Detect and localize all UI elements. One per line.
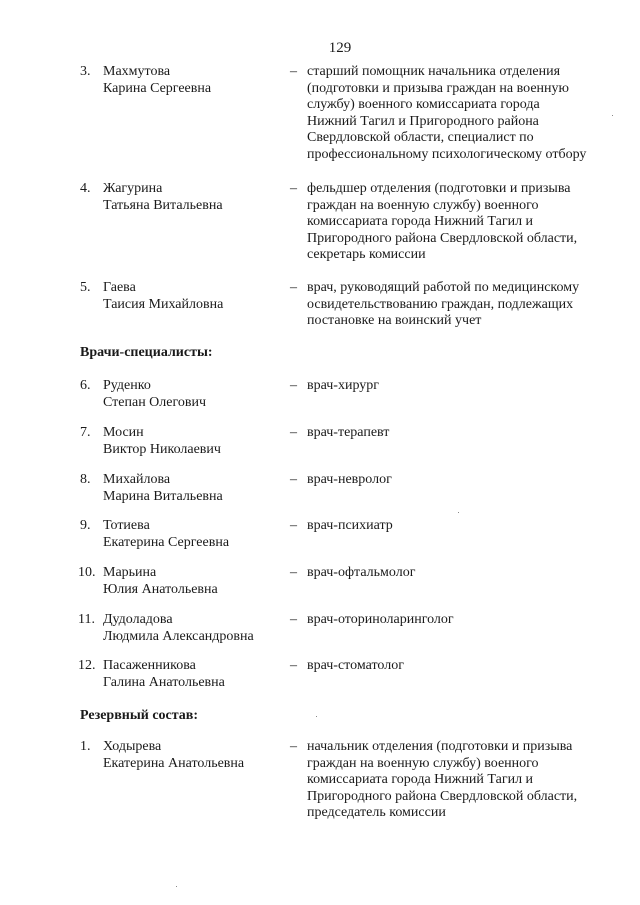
role-line: врач-оториноларинголог (307, 612, 454, 627)
role-line: профессиональному психологическому отбору (307, 146, 587, 162)
surname: Тотиева (103, 518, 150, 533)
surname: Гаева (103, 280, 136, 295)
role-line: граждан на военную службу) военного (307, 755, 539, 771)
dash: – (290, 425, 297, 440)
role-line: фельдшер отделения (подготовки и призыва (307, 181, 571, 196)
role-line: старший помощник начальника отделения (307, 64, 561, 79)
role-line: врач-психиатр (307, 518, 393, 533)
given-names: Людмила Александровна (103, 628, 254, 644)
surname: Ходырева (103, 739, 162, 754)
dash: – (290, 378, 297, 393)
member-role (307, 565, 622, 582)
section-heading-reserve: Резервный состав: (80, 708, 199, 723)
entry-number: 5. (80, 280, 91, 295)
member-name (103, 565, 218, 598)
role-line: секретарь комиссии (307, 247, 426, 262)
role-line: комиссариата города Нижний Тагил и (307, 214, 534, 229)
role-line: Пригородного района Свердловской области, (307, 230, 578, 246)
entry-number: 8. (80, 472, 91, 487)
role-line: Свердловской области, специалист по (307, 130, 534, 145)
role-line: (подготовки и призыва граждан на военную (307, 80, 569, 96)
member-role (307, 64, 622, 163)
entry-number: 9. (80, 518, 91, 533)
given-names: Марина Витальевна (103, 488, 223, 504)
entry-number: 6. (80, 378, 91, 393)
given-names: Степан Олегович (103, 394, 207, 410)
member-role (307, 518, 622, 535)
dash: – (290, 612, 297, 627)
member-name (103, 739, 244, 772)
role-line: врач-хирург (307, 378, 380, 393)
role-line: начальник отделения (подготовки и призыва (307, 739, 573, 754)
role-line: граждан на военную службу) военного (307, 197, 539, 213)
surname: Мосин (103, 425, 144, 440)
dash: – (290, 658, 297, 673)
entry-number: 11. (78, 612, 95, 627)
scan-speck (176, 886, 177, 887)
role-line: председатель комиссии (307, 805, 446, 820)
role-line: врач-терапевт (307, 425, 390, 440)
role-line: Пригородного района Свердловской области, (307, 788, 578, 804)
surname: Дудоладова (103, 612, 173, 627)
role-line: врач-офтальмолог (307, 565, 416, 580)
role-line: освидетельствованию граждан, подлежащих (307, 296, 574, 312)
surname: Жагурина (103, 181, 163, 196)
given-names: Карина Сергеевна (103, 80, 212, 96)
scan-speck (612, 115, 613, 116)
role-line: службу) военного комиссариата города (307, 97, 540, 112)
given-names: Виктор Николаевич (103, 441, 221, 457)
member-role (307, 425, 622, 442)
dash: – (290, 565, 297, 580)
member-role (307, 612, 622, 629)
member-name (103, 518, 229, 551)
member-name (103, 425, 221, 458)
surname: Руденко (103, 378, 151, 393)
member-name (103, 378, 206, 411)
given-names: Юлия Анатольевна (103, 581, 218, 597)
role-line: Нижний Тагил и Пригородного района (307, 113, 539, 129)
member-name (103, 472, 223, 505)
role-line: врач-невролог (307, 472, 392, 487)
given-names: Екатерина Анатольевна (103, 755, 245, 771)
entry-number: 1. (80, 739, 91, 754)
member-role (307, 658, 622, 675)
given-names: Галина Анатольевна (103, 674, 225, 690)
surname: Марьина (103, 565, 157, 580)
dash: – (290, 280, 297, 295)
role-line: врач-стоматолог (307, 658, 404, 673)
member-role (307, 280, 622, 330)
surname: Махмутова (103, 64, 171, 79)
section-heading-specialists: Врачи-специалисты: (80, 345, 213, 360)
entry-number: 3. (80, 64, 91, 79)
member-name (103, 64, 211, 97)
member-role (307, 378, 622, 395)
entry-number: 10. (78, 565, 96, 580)
scan-speck (316, 716, 317, 717)
member-role (307, 181, 622, 264)
page-number: 129 (328, 40, 352, 56)
dash: – (290, 472, 297, 487)
member-name (103, 612, 254, 645)
entry-number: 4. (80, 181, 91, 196)
dash: – (290, 64, 297, 79)
given-names: Таисия Михайловна (103, 296, 224, 312)
role-line: комиссариата города Нижний Тагил и (307, 772, 534, 787)
dash: – (290, 739, 297, 754)
member-name (103, 658, 225, 691)
entry-number: 7. (80, 425, 91, 440)
member-name (103, 181, 223, 214)
role-line: врач, руководящий работой по медицинскому (307, 280, 580, 295)
scan-speck (458, 512, 459, 513)
entry-number: 12. (78, 658, 96, 673)
member-role (307, 739, 622, 822)
given-names: Екатерина Сергеевна (103, 534, 230, 550)
surname: Пасаженникова (103, 658, 196, 673)
surname: Михайлова (103, 472, 171, 487)
dash: – (290, 518, 297, 533)
dash: – (290, 181, 297, 196)
member-role (307, 472, 622, 489)
role-line: постановке на воинский учет (307, 313, 482, 328)
member-name (103, 280, 223, 313)
given-names: Татьяна Витальевна (103, 197, 223, 213)
